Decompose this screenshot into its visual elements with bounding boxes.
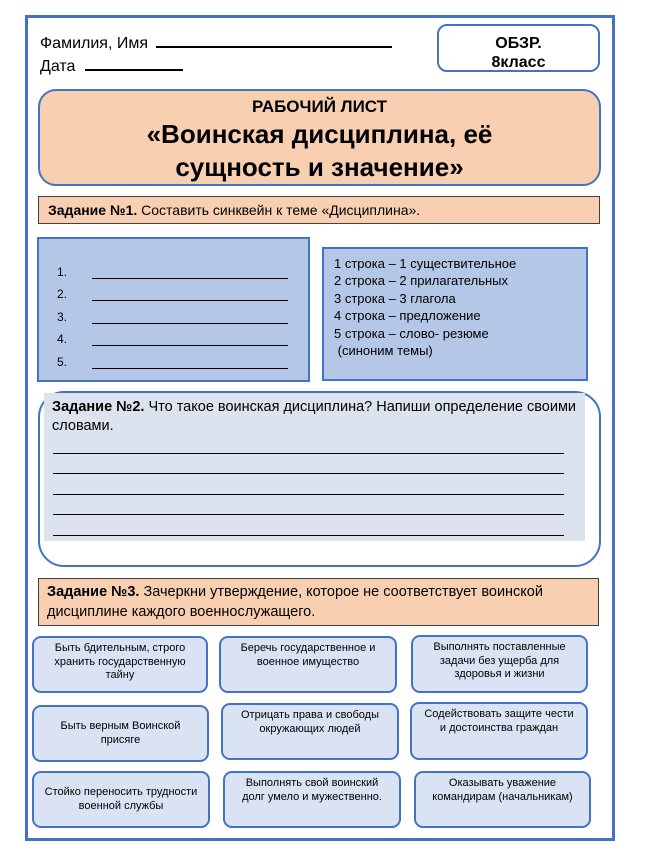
rule-line: 1 строка – 1 существительное bbox=[334, 256, 517, 271]
answer-line[interactable] bbox=[53, 473, 564, 474]
task2-prompt bbox=[52, 398, 580, 436]
statement-card[interactable]: Беречь государственное и военное имущество bbox=[219, 636, 397, 693]
date-field[interactable] bbox=[85, 55, 183, 71]
title-line-1: «Воинская дисциплина, её bbox=[146, 119, 493, 149]
rule-line: 3 строка – 3 глагола bbox=[334, 290, 456, 306]
cinquain-line[interactable]: 3. bbox=[57, 301, 288, 324]
statement-card[interactable]: Выполнять свой воинский долг умело и мужественно. bbox=[223, 771, 401, 828]
answer-line[interactable] bbox=[53, 494, 564, 495]
rule-line: (синоним темы) bbox=[334, 343, 433, 359]
grade-subject: ОБЗР. bbox=[495, 35, 542, 52]
rule-line: 2 строка – 2 прилагательных bbox=[334, 273, 508, 289]
name-field[interactable] bbox=[156, 32, 392, 48]
answer-line[interactable] bbox=[53, 535, 564, 536]
name-label: Фамилия, Имя bbox=[40, 35, 148, 52]
answer-line[interactable] bbox=[53, 514, 564, 515]
cinquain-line[interactable]: 4. bbox=[57, 324, 288, 347]
grade-class: 8класс bbox=[491, 54, 546, 71]
worksheet-label: РАБОЧИЙ ЛИСТ bbox=[251, 97, 388, 116]
statement-card[interactable]: Оказывать уважение командирам (начальникам) bbox=[414, 771, 591, 828]
answer-line[interactable] bbox=[53, 453, 564, 454]
statement-card[interactable]: Стойко переносить трудности военной службы bbox=[32, 771, 210, 828]
statement-card[interactable]: Содействовать защите чести и достоинства граждан bbox=[410, 702, 588, 760]
task2-label: Задание №2. bbox=[52, 399, 145, 415]
title-banner bbox=[38, 89, 601, 186]
rule-line: 5 строка – слово- резюме bbox=[334, 325, 489, 341]
task2-text: Что такое воинская дисциплина? Напиши определение своими словами. bbox=[52, 399, 577, 434]
cinquain-answer-box bbox=[37, 237, 310, 382]
statement-card[interactable]: Отрицать права и свободы окружающих людей bbox=[221, 703, 399, 760]
date-label: Дата bbox=[40, 58, 76, 75]
task1-label: Задание №1. bbox=[48, 202, 138, 218]
statement-card[interactable]: Выполнять поставленные задачи без ущерба для здоровья и жизни bbox=[411, 635, 588, 693]
title-line-2: сущность и значение» bbox=[175, 152, 464, 182]
cinquain-line[interactable]: 5. bbox=[57, 346, 288, 369]
name-row bbox=[40, 32, 392, 54]
task3-text: Зачеркни утверждение, которое не соответствует воинской дисциплине каждого военнослужащего. bbox=[47, 584, 543, 620]
date-row bbox=[40, 55, 183, 77]
task1-text: Составить синквейн к теме «Дисциплина». bbox=[137, 202, 421, 218]
cinquain-line[interactable]: 2. bbox=[57, 279, 288, 302]
task3-label: Задание №3. bbox=[47, 584, 140, 600]
cinquain-rules bbox=[322, 247, 588, 381]
cinquain-line[interactable]: 1. bbox=[57, 256, 288, 279]
task1-header bbox=[38, 196, 600, 224]
task3-header bbox=[38, 578, 599, 626]
rule-line: 4 строка – предложение bbox=[334, 308, 481, 324]
cinquain-lines bbox=[57, 256, 288, 369]
statement-card[interactable]: Быть бдительным, строго хранить государственную тайну bbox=[32, 636, 208, 693]
grade-box bbox=[437, 24, 600, 72]
statement-card[interactable]: Быть верным Воинской присяге bbox=[32, 705, 209, 762]
